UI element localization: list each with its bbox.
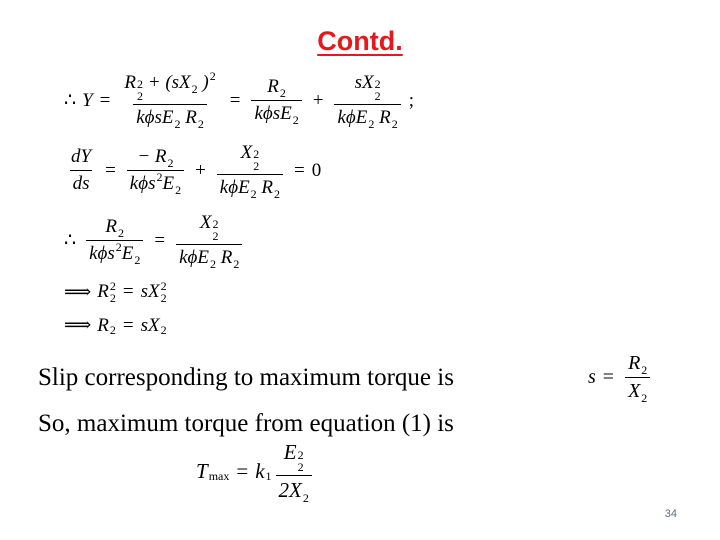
eq1-f1-den-sub: 2 — [174, 117, 181, 131]
page-number: 34 — [664, 508, 677, 520]
eq2-f1-num: − R — [137, 146, 167, 167]
eq2-lhs-den: ds — [70, 170, 93, 195]
implies-arrow: ⟹ — [64, 281, 92, 303]
eq3-f1-den: kϕs — [89, 243, 115, 264]
slide-title: Contd. — [317, 26, 403, 56]
eq1-f1-num-c: ) — [202, 72, 209, 93]
eq1-f1-sup: 2 — [209, 69, 216, 83]
tmax-fraction — [276, 440, 312, 503]
eq1-f3-den: kϕE — [337, 107, 368, 128]
eq1-f3-den-b: R — [379, 107, 391, 128]
eq2-fraction-1 — [127, 146, 184, 195]
eq3-f1-sub: 2 — [118, 226, 125, 240]
slip-fraction — [625, 352, 650, 403]
eq1-f3-den-sub-b: 2 — [391, 117, 398, 131]
eq2-f2-den-sub-b: 2 — [274, 187, 281, 201]
eq5-rhs-sub: 2 — [160, 323, 167, 337]
eq5-lhs-sub: 2 — [109, 323, 116, 337]
eq5-rhs: sX — [140, 314, 160, 336]
eq3-f2-num: X — [199, 212, 212, 233]
eq2-f2-den-sub: 2 — [250, 187, 257, 201]
eq4-rhs-ud: 2 2 — [160, 279, 167, 305]
tmax-num-ud: 2 2 — [297, 448, 304, 474]
eq4-lhs-ud: 2 2 — [109, 279, 116, 305]
plus-sign: + — [312, 89, 324, 111]
torque-statement: So, maximum torque from equation (1) is — [38, 410, 454, 437]
eq3-f2-den: kϕE — [179, 247, 209, 268]
tmax-num: E — [283, 440, 297, 464]
eq1-f3-den-sub: 2 — [368, 117, 375, 131]
eq1-fraction-2 — [251, 76, 301, 125]
eq2-f1-sub: 2 — [167, 156, 174, 170]
eq1-f1-sub: 2 — [191, 82, 198, 96]
eq3-f2-den-sub-b: 2 — [233, 257, 240, 271]
equals-sign: = — [122, 281, 134, 302]
equals-sign: = — [122, 314, 134, 336]
eq2-f1-den: kϕs — [129, 173, 156, 194]
equation-derivative — [64, 142, 321, 199]
slip-den-sub: 2 — [641, 391, 648, 405]
equals-sign: = — [602, 366, 615, 388]
slip-lhs: s — [588, 366, 596, 388]
eq4-lhs: R — [97, 281, 109, 302]
slip-statement: Slip corresponding to maximum torque is — [38, 364, 454, 391]
equals-sign: = — [154, 229, 166, 251]
eq2-lhs-num: dY — [71, 146, 92, 167]
eq1-f1-num-a: R — [124, 72, 136, 93]
eq2-f1-den-sub: 2 — [175, 183, 182, 197]
plus-sign: + — [195, 159, 206, 181]
eq1-f1-den-sub-b: 2 — [197, 117, 204, 131]
tmax-lhs: T — [196, 459, 208, 483]
eq2-f2-den-b: R — [261, 177, 274, 198]
eq1-f3-num: sX — [354, 72, 374, 93]
equation-slip — [588, 352, 654, 403]
eq3-fraction-2 — [176, 212, 242, 269]
eq2-fraction-2 — [217, 142, 283, 199]
eq4-rhs: sX — [140, 281, 160, 302]
therefore-symbol: ∴ — [64, 230, 77, 251]
eq2-f1-den-b: E — [162, 173, 175, 194]
equation-linear-relation — [64, 314, 167, 337]
eq1-f2-sub: 2 — [279, 86, 286, 100]
eq1-fraction-1 — [121, 69, 218, 131]
eq1-fraction-3 — [334, 72, 400, 129]
therefore-symbol: ∴ — [64, 90, 77, 111]
equals-sign: = — [229, 89, 241, 111]
tmax-den-sub: 2 — [302, 491, 309, 505]
equals-sign: = — [294, 159, 305, 181]
eq2-lhs-fraction — [68, 146, 94, 195]
tmax-k-sub: 1 — [265, 469, 272, 483]
eq2-f2-den: kϕE — [219, 177, 250, 198]
eq3-f1-den-sub: 2 — [134, 253, 141, 267]
eq1-f2-den: kϕsE — [254, 103, 292, 124]
equals-sign: = — [236, 459, 249, 483]
tmax-k: k — [255, 459, 265, 483]
eq3-f1-den-sup: 2 — [115, 240, 122, 254]
equation-max-torque — [196, 440, 316, 503]
eq2-f2-num: X — [240, 142, 253, 163]
eq1-f2-den-sub: 2 — [292, 113, 299, 127]
eq1-lhs: Y — [82, 89, 93, 111]
equation-squared-relation — [64, 280, 167, 304]
implies-arrow: ⟹ — [64, 315, 92, 336]
tmax-den: 2X — [278, 478, 302, 502]
eq5-lhs: R — [97, 314, 109, 336]
eq1-f1-num-ud: 2 2 — [137, 77, 143, 103]
tmax-lhs-sub: max — [208, 469, 230, 483]
eq1-f1-den: kϕsE — [136, 107, 174, 128]
slip-num-sub: 2 — [641, 363, 648, 377]
equals-sign: = — [99, 89, 111, 111]
eq2-f2-num-ud: 2 2 — [253, 147, 260, 173]
eq3-f1-num: R — [105, 216, 118, 237]
equals-sign: = — [105, 159, 116, 181]
eq1-f2-num: R — [267, 76, 279, 97]
eq3-f1-den-b: E — [121, 243, 134, 264]
eq3-f2-den-sub: 2 — [209, 257, 216, 271]
semicolon: ; — [408, 89, 414, 111]
equation-equal-terms — [64, 212, 246, 269]
eq3-f2-num-ud: 2 2 — [212, 217, 219, 243]
eq2-rhs: 0 — [311, 159, 322, 181]
eq2-f1-den-sup: 2 — [156, 170, 163, 184]
slip-num: R — [628, 352, 641, 374]
eq1-f1-den-b: R — [185, 107, 197, 128]
eq1-f1-num-b: + (sX — [147, 72, 191, 93]
eq3-f2-den-b: R — [220, 247, 233, 268]
eq3-fraction-1 — [86, 216, 143, 265]
slip-den: X — [628, 380, 641, 402]
equation-y-expression — [64, 69, 414, 131]
eq1-f3-num-ud: 2 2 — [374, 77, 381, 103]
